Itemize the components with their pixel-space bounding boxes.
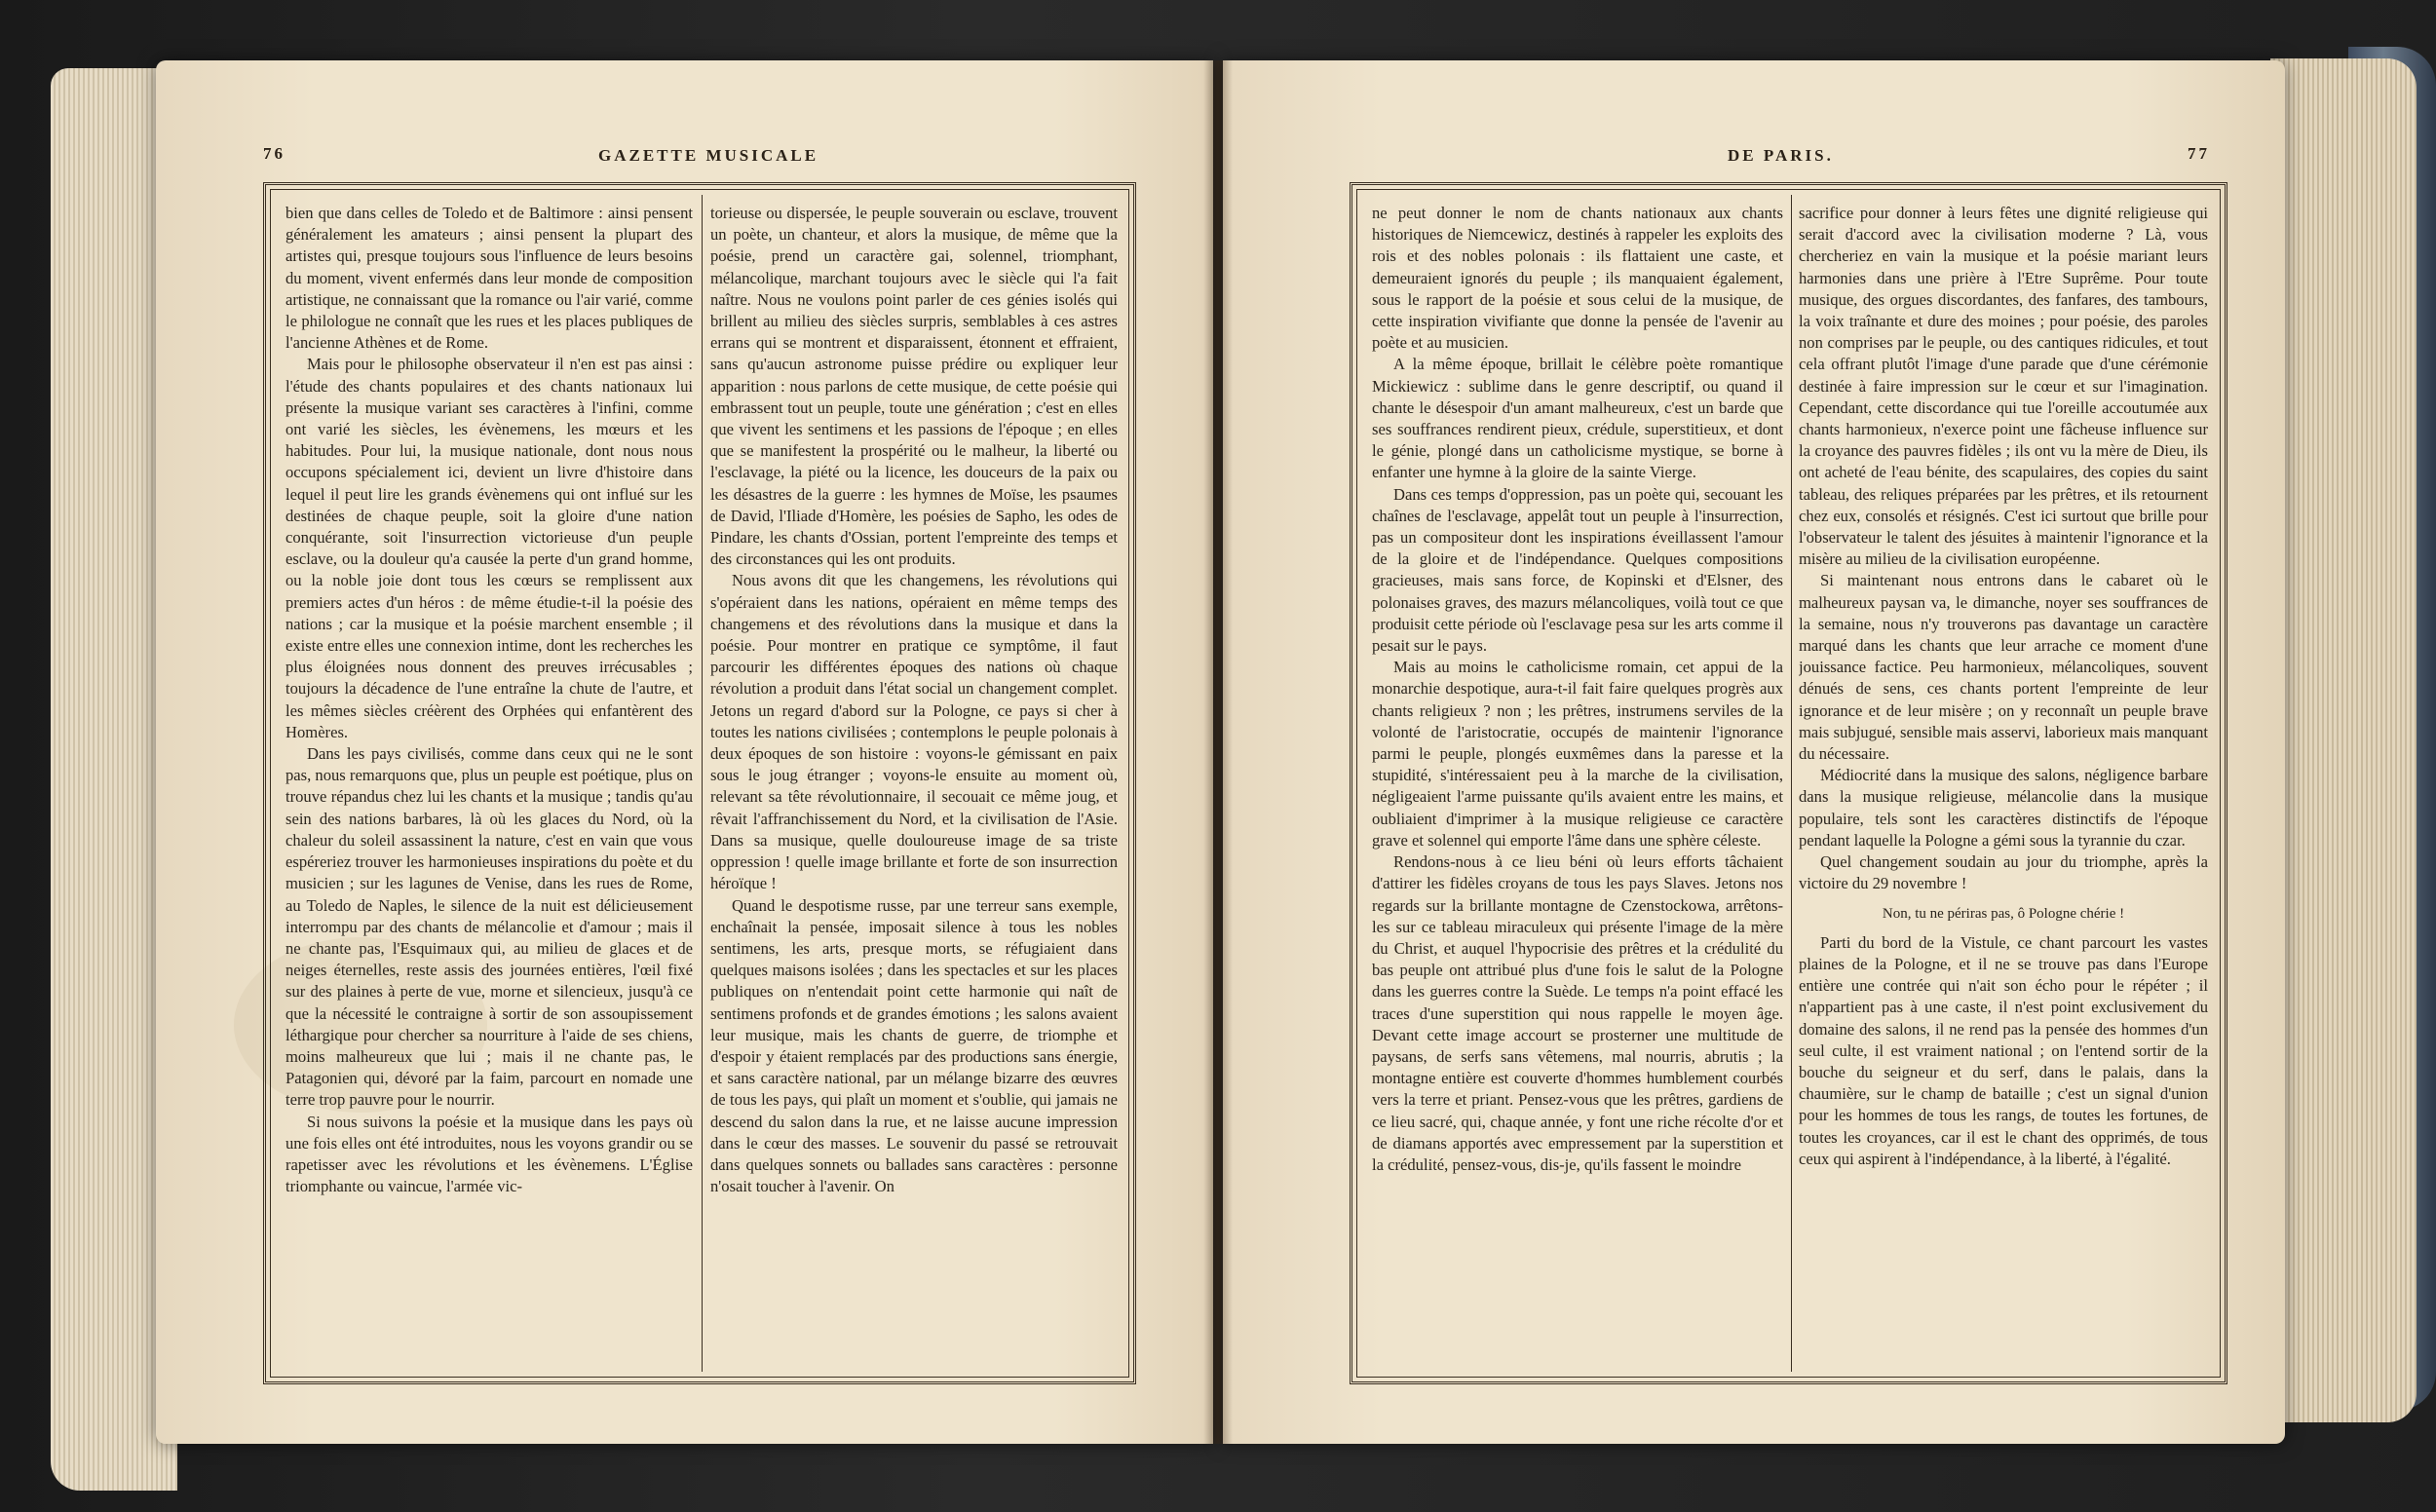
paragraph: ne peut donner le nom de chants nationaux aux chants historiques de Niemcewicz, destinés à rappeler les exploits des rois et des nobles polonais : ils flattaient une caste, et demeuraient ignorés du peuple ; ils manquaient également, sous le rapport de la poésie et sous celui de la musique, de cette inspiration vivifiante que donne la pensée de l'avenir au poète et au musicien. xyxy=(1372,204,1783,353)
paragraph: Mais pour le philosophe observateur il n'en est pas ainsi : l'étude des chants populaires et des chants nationaux lui présente la musique variant ses caractères à l'infini, comme ont varié les siècles, les évènemens, les mœurs et les habitudes. Pour lui, la musique nationale, dont nous nous occupons spécialement ici, devient un livre d'histoire dans lequel il peut lire les grands évènemens qui ont influé sur les destinées de chaque peuple, soit la gloire d'une nation conquérante, soit l'insurrection victorieuse d'un peuple esclave, ou la douleur qu'a causée la perte d'un grand homme, ou la noble joie dont tous les cœurs se remplissent aux premiers actes d'un héros : de même étudie-t-il la poésie des nations ; car la musique et la poésie marchent ensemble ; il existe entre elles une connexion intime, dont les recherches les plus éloignées nous donnent des preuves irrécusables ; toujours la décadence de l'une entraîne la chute de l'autre, et les mêmes siècles créèrent des Orphées qui enfantèrent des Homères. xyxy=(285,355,693,741)
column-right-2 xyxy=(1799,203,2208,1364)
right-page xyxy=(1223,60,2285,1444)
running-head-left: GAZETTE MUSICALE xyxy=(598,146,819,165)
page-number-left: 76 xyxy=(263,144,285,163)
paragraph: Médiocrité dans la musique des salons, négligence barbare dans la musique religieuse, mélancolie dans la musique populaire, tels sont les caractères distinctifs de l'époque pendant laquelle la Pologne a gémi sous la tyrannie du czar. xyxy=(1799,766,2208,850)
paragraph: torieuse ou dispersée, le peuple souverain ou esclave, trouvent un poète, un chanteur, et alors la musique, de même que la poésie, prend un caractère gai, solennel, triomphant, mélancolique, marchant toujours avec le siècle qui l'a fait naître. Nous ne voulons point parler de ces génies isolés qui brillent au milieu des siècles surpris, semblables à ces astres errans qui se montrent et disparaissent, étonnent et effraient, sans qu'aucun astronome puisse prédire ou expliquer leur apparition : nous parlons de cette musique, de cette poésie qui embrassent tout un peuple, toute une génération ; c'est en elles que vivent les sentimens et les passions de l'époque ; en elles que se manifestent la prospérité ou le malheur, la liberté ou l'esclavage, la piété ou la licence, les douceurs de la paix ou les désastres de la guerre : les hymnes de Moïse, les psaumes de David, l'Iliade d'Homère, les poésies de Sapho, les odes de Pindare, les chants d'Ossian, portent l'empreinte des temps et des circonstances qui les ont produits. xyxy=(710,204,1118,569)
paragraph: Si maintenant nous entrons dans le cabaret où le malheureux paysan va, le dimanche, noyer ses souffrances de la semaine, nous n'y trouverons pas davantage un caractère marqué dans les chants que leur arrache ce moment d'une jouissance factice. Peu harmonieux, mélancoliques, souvent dénués de sens, ces chants portent l'empreinte de leur ignorance et de leur misère ; on y reconnaît un peuple brave mais subjugué, sensible mais asservi, laborieux mais manquant du nécessaire. xyxy=(1799,571,2208,764)
book-gutter xyxy=(1203,60,1233,1444)
text-frame-left xyxy=(263,182,1136,1384)
paragraph: Quand le despotisme russe, par une terreur sans exemple, enchaînait la pensée, imposait silence à tous les nobles sentimens, les arts, presque morts, se réfugiaient dans quelques maisons isolées ; dans les spectacles et sur les places publiques on n'entendait point cette harmonie qui naît de sentimens profonds et de grandes émotions ; les salons avaient leur musique, mais les chants de guerre, de triomphe et d'espoir y étaient remplacés par des productions sans énergie, et sans caractère national, par un mélange bizarre des œuvres de tous les pays, qui plaît un moment et s'oublie, qui jamais ne descend du salon dans la rue, et ne laisse aucune impression dans le cœur des masses. Le souvenir du passé se retrouvait dans quelques sonnets ou ballades sans caractères : personne n'osait toucher à l'avenir. On xyxy=(710,895,1118,1196)
column-right-1 xyxy=(1372,203,1783,1364)
paragraph: bien que dans celles de Toledo et de Baltimore : ainsi pensent généralement les amateurs ; ainsi pensent la plupart des artistes qui, presque toujours sous l'influence de leurs besoins du moment, vivent enfermés dans leur monde de composition artistique, ne connaissant que la romance ou l'air varié, comme le philologue ne connaît que les rues et les places publiques de l'ancienne Athènes et de Rome. xyxy=(285,204,693,353)
paragraph: Si nous suivons la poésie et la musique dans les pays où une fois elles ont été introduites, nous les voyons grandir ou se rapetisser avec les révolutions et les évènemens. L'Église triomphante ou vaincue, l'armée vic- xyxy=(285,1112,693,1196)
right-page-edges xyxy=(2270,58,2417,1422)
left-page xyxy=(156,60,1213,1444)
running-head-right: DE PARIS. xyxy=(1728,146,1834,165)
paragraph: Dans ces temps d'oppression, pas un poète qui, secouant les chaînes de l'esclavage, appelât tout un peuple à l'insurrection, pas un compositeur dont les inspirations éveillassent l'amour de la gloire et de l'indépendance. Quelques compositions gracieuses, mais sans force, de Kopinski et d'Elsner, des polonaises graves, des mazurs mélancoliques, voilà tout ce que produisit cette période où l'esclavage pesa sur les arts comme il pesait sur le pays. xyxy=(1372,484,1783,656)
column-left-2 xyxy=(710,203,1118,1364)
paragraph: Rendons-nous à ce lieu béni où leurs efforts tâchaient d'attirer les fidèles croyans de tous les pays Slaves. Jetons nos regards sur la brillante montagne de Czenstockowa, arrêtons-les sur ce tableau miraculeux qui présente l'image de la mère du Christ, et auquel l'hypocrisie des prêtres et la crédulité du bas peuple ont attribué plus d'une fois le salut de la Pologne dans les guerres contre la Suède. Le temps n'a point effacé les traces d'une superstition qui nous rappelle le moyen âge. Devant cette image accourt se prosterner une multitude de paysans, de serfs sans vêtemens, mal nourris, abrutis ; la montagne entière est couverte d'hommes humblement courbés vers la terre et priant. Pensez-vous que les prêtres, gardiens de ce lieu sacré, qui, chaque année, y font une riche récolte d'or et de diamans apportés avec empressement par la superstition et la crédulité, pensez-vous, dis-je, qu'ils fassent le moindre xyxy=(1372,852,1783,1174)
paragraph: Nous avons dit que les changemens, les révolutions qui s'opéraient dans les nations, opéraient en même temps des changemens et des révolutions dans la musique et dans la poésie. Pour montrer en pratique ce symptôme, il faut parcourir les différentes époques des nations où chaque révolution a produit dans l'état social un changement complet. Jetons un regard d'abord sur la Pologne, ce pays si cher à toutes les nations civilisées ; contemplons le peuple polonais à deux époques de son histoire : voyons-le gémissant en paix sous le joug étranger ; voyons-le ensuite au moment où, relevant sa tête révolutionnaire, il secouait ce même joug, et rêvait l'affranchissement du Nord, et la civilisation de l'Asie. Dans sa musique, quelle douloureuse image de sa triste oppression ! quelle image brillante et forte de son insurrection héroïque ! xyxy=(710,571,1118,893)
column-rule xyxy=(1791,195,1792,1372)
page-number-right: 77 xyxy=(2188,144,2210,163)
column-left-1 xyxy=(285,203,693,1364)
text-frame-right xyxy=(1350,182,2227,1384)
paragraph: Parti du bord de la Vistule, ce chant parcourt les vastes plaines de la Pologne, et il ne se trouve pas dans l'Europe entière une contrée qui n'ait son écho pour le répéter ; il n'appartient pas à une caste, il n'est point exclusivement du domaine des salons, il ne rend pas la pensée des hommes d'un seul culte, il est vraiment national ; on l'entend sortir de la bouche du seigneur et du serf, dans le palais, dans la chaumière, sur le champ de bataille ; c'est un signal d'union pour les hommes de tous les rangs, de toutes les fortunes, de toutes les croyances, car il est le chant des opprimés, de tous ceux qui aspirent à l'indépendance, à la liberté, à l'égalité. xyxy=(1799,932,2208,1168)
column-rule xyxy=(702,195,703,1372)
paragraph: A la même époque, brillait le célèbre poète romantique Mickiewicz : sublime dans le genre descriptif, ou quand il chante le désespoir d'un amant malheureux, c'est un barde que ses souffrances rendirent pieux, crédule, superstitieux, et dont le génie, plongé dans un catholicisme mystique, se borne à enfanter une hymne à la gloire de la sainte Vierge. xyxy=(1372,355,1783,482)
paragraph: Mais au moins le catholicisme romain, cet appui de la monarchie despotique, aura-t-il fait faire quelques progrès aux chants religieux ? non ; les prêtres, instrumens serviles de la volonté de l'aristocratie, occupés de maintenir l'ignorance parmi le peuple, plongés euxmêmes dans la paresse et la stupidité, s'intéressaient peu à la marche de la civilisation, négligeaient l'arme puissante qu'ils avaient entre les mains, et oubliaient d'imprimer à la musique religieuse ce caractère grave et solennel qui emporte l'âme dans une sphère céleste. xyxy=(1372,658,1783,850)
paragraph: Dans les pays civilisés, comme dans ceux qui ne le sont pas, nous remarquons que, plus un peuple est poétique, plus on trouve répandus chez lui les chants et la musique ; tandis qu'au sein des nations barbares, là où les glaces du Nord, où la chaleur du soleil assassinent la nature, c'est en vain que vous espéreriez trouver les harmonieuses inspirations du poète et du musicien ; sur les lagunes de Venise, dans les rues de Rome, au Toledo de Naples, le silence de la nuit est délicieusement interrompu par des chants de mélancolie et d'amour ; mais il ne chante pas, l'Esquimaux qui, au milieu de glaces et de neiges éternelles, reste assis des journées entières, l'œil fixé sur des plaines à perte de vue, morne et silencieux, jusqu'à ce que la nécessité le contraigne à sortir de son assoupissement léthargique pour chercher sa nourriture à l'aide de ses chiens, moins malheureux que lui ; mais il ne chante pas, le Patagonien qui, dévoré par la faim, parcourt en nomade une terre trop pauvre pour le nourrir. xyxy=(285,744,693,1110)
paragraph: Quel changement soudain au jour du triomphe, après la victoire du 29 novembre ! xyxy=(1799,852,2208,893)
song-line: Non, tu ne périras pas, ô Pologne chérie ! xyxy=(1882,905,2125,922)
paragraph: sacrifice pour donner à leurs fêtes une dignité religieuse qui serait d'accord avec la civilisation moderne ? Là, vous chercheriez en vain la musique et la poésie mariant leurs harmonies dans une prière à l'Etre Suprême. Pour toute musique, des orgues discordantes, des fanfares, des tambours, la voix traînante et dure des moines ; pour poésie, des paroles non comprises par le peuple, ou des cantiques ridicules, et tout cela offrant plutôt l'image d'une parade que d'une cérémonie destinée à faire impression sur le cœur et sur l'imagination. Cependant, cette discordance qui tue l'oreille accoutumée aux chants harmonieux, n'exerce point une fâcheuse influence sur la croyance des pauvres fidèles ; ils ont vu la mère de Dieu, ils ont acheté de l'eau bénite, des scapulaires, des copies du saint tableau, des reliques préparées par les prêtres, et ils retournent chez eux, consolés et résignés. C'est ici surtout que brille pour l'observateur le talent des jésuites à maintenir l'ignorance et la misère au milieu de la civilisation européenne. xyxy=(1799,204,2208,569)
